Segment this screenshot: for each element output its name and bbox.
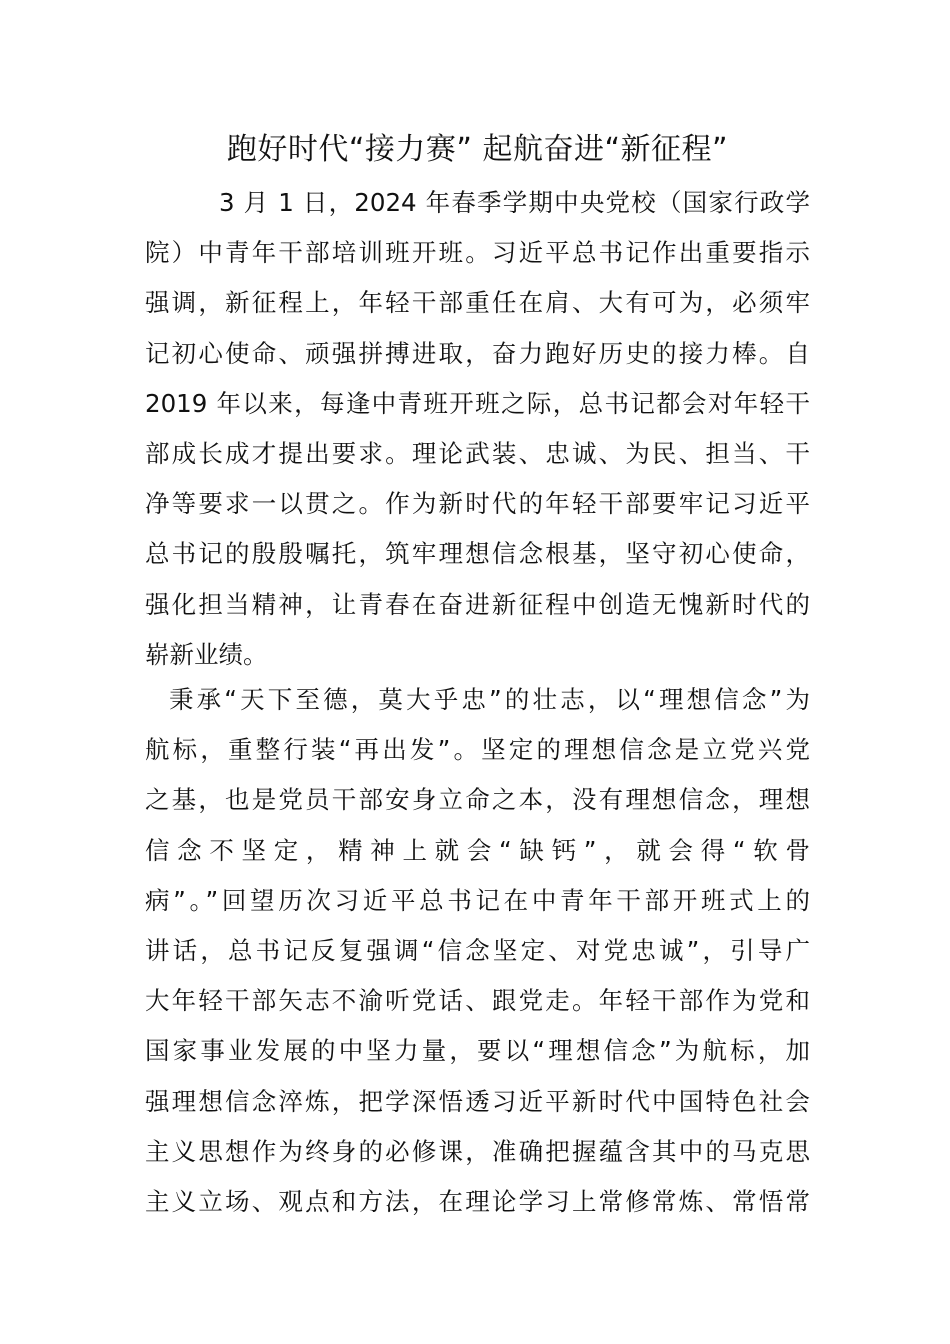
paragraph-line: 主义思想作为终身的必修课，准确把握蕴含其中的马克思 xyxy=(145,1136,810,1166)
paragraph-line: 信念不坚定，精神上就会“缺钙”，就会得“软骨 xyxy=(145,835,810,865)
paragraph-2 xyxy=(145,675,810,1227)
document-title: 跑好时代“接力赛” 起航奋进“新征程” xyxy=(226,132,729,167)
paragraph-line: 强理想信念淬炼，把学深悟透习近平新时代中国特色社会 xyxy=(145,1086,810,1116)
paragraph-line: 之基，也是党员干部安身立命之本，没有理想信念，理想 xyxy=(145,785,810,815)
paragraph-line: 国家事业发展的中坚力量，要以“理想信念”为航标，加 xyxy=(145,1036,810,1066)
paragraph-line: 部成长成才提出要求。理论武装、忠诚、为民、担当、干 xyxy=(145,439,810,469)
paragraph-line: 主义立场、观点和方法，在理论学习上常修常炼、常悟常 xyxy=(145,1187,810,1217)
paragraph-line: 记初心使命、顽强拼搏进取，奋力跑好历史的接力棒。自 xyxy=(145,338,810,368)
paragraph-line: 讲话，总书记反复强调“信念坚定、对党忠诚”，引导广 xyxy=(145,936,810,966)
paragraph-line: 病”。”回望历次习近平总书记在中青年干部开班式上的 xyxy=(145,885,810,915)
paragraph-line: 崭新业绩。 xyxy=(145,639,268,669)
paragraph-line: 院）中青年干部培训班开班。习近平总书记作出重要指示 xyxy=(145,238,810,268)
paragraph-line: 大年轻干部矢志不渝听党话、跟党走。年轻干部作为党和 xyxy=(145,986,810,1016)
paragraph-line: 2019 年以来，每逢中青班开班之际，总书记都会对年轻干 xyxy=(145,388,810,418)
paragraph-line: 3 月 1 日，2024 年春季学期中央党校（国家行政学 xyxy=(219,188,810,217)
paragraph-line: 航标，重整行装“再出发”。坚定的理想信念是立党兴党 xyxy=(145,735,810,765)
paragraph-line: 秉承“天下至德，莫大乎忠”的壮志，以“理想信念”为 xyxy=(169,685,810,714)
paragraph-1 xyxy=(145,178,810,680)
paragraph-line: 强调，新征程上，年轻干部重任在肩、大有可为，必须牢 xyxy=(145,288,810,318)
paragraph-line: 净等要求一以贯之。作为新时代的年轻干部要牢记习近平 xyxy=(145,489,810,519)
paragraph-line: 强化担当精神，让青春在奋进新征程中创造无愧新时代的 xyxy=(145,589,810,619)
paragraph-line: 总书记的殷殷嘱托，筑牢理想信念根基，坚守初心使命， xyxy=(145,539,810,569)
